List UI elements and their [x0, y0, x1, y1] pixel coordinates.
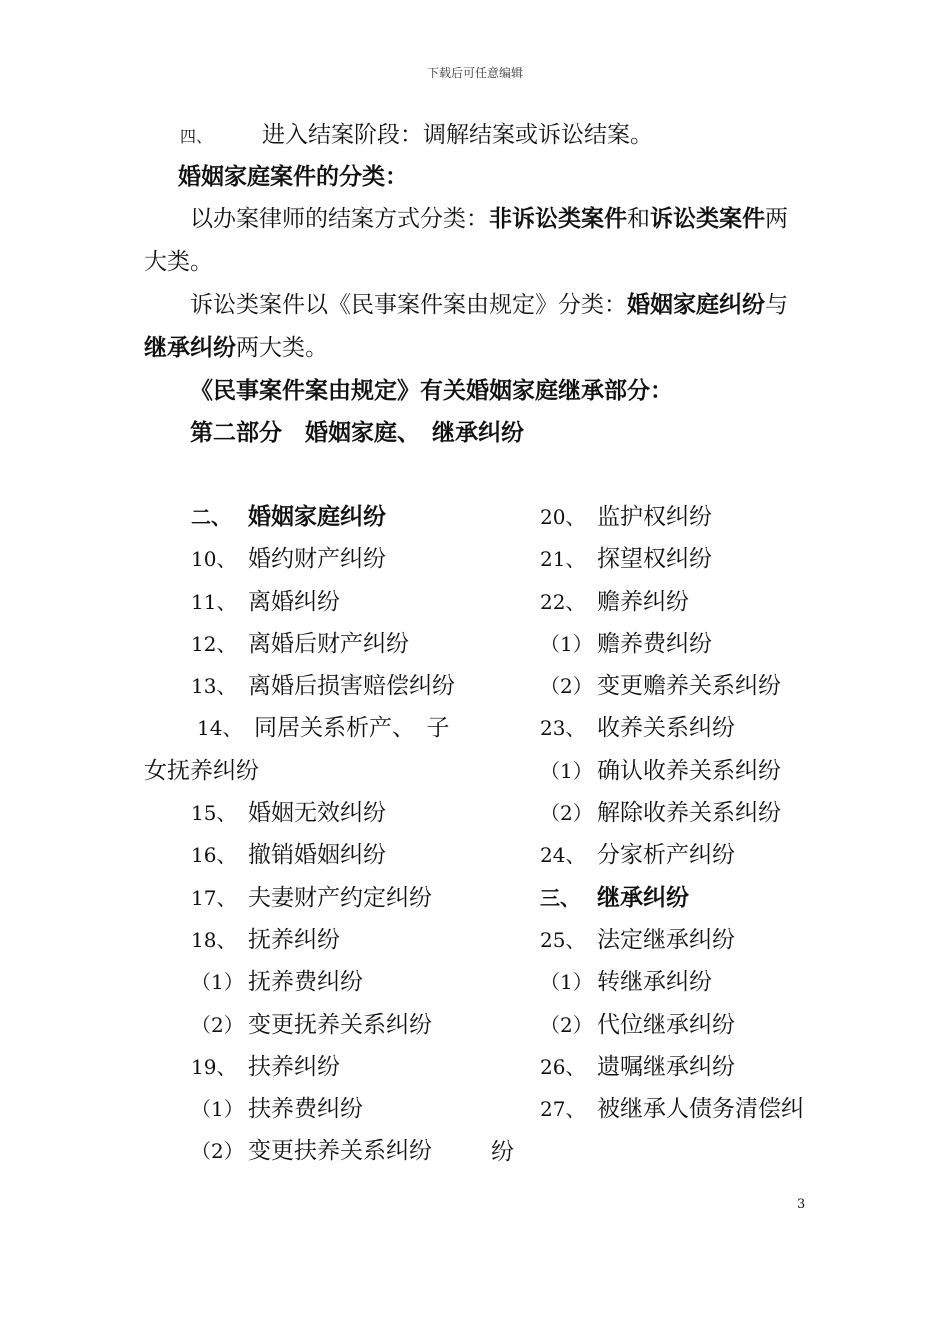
- paragraph-one-cont: 大类。: [144, 249, 213, 275]
- paragraph-three: 《民事案件案由规定》有关婚姻家庭继承部分：: [190, 378, 673, 404]
- item-text: 撤销婚姻纠纷: [248, 842, 386, 869]
- item-text: 赡养费纠纷: [597, 630, 712, 657]
- item-text: 同居关系析产、 子: [254, 715, 450, 742]
- list-item: [191, 630, 455, 675]
- item-number: 27、: [540, 1097, 586, 1122]
- item-number: 16、: [191, 843, 237, 868]
- item-number: （1）: [540, 970, 593, 995]
- item-text: 女抚养纠纷: [144, 757, 259, 784]
- p1-and: 和: [627, 206, 650, 232]
- list-item: [191, 1098, 455, 1140]
- list-item: [191, 1053, 455, 1098]
- item-number: 11、: [191, 589, 237, 614]
- p2-inheritance: 继承纠纷: [144, 335, 236, 361]
- item-number: 26、: [540, 1054, 586, 1079]
- list-item: [540, 1053, 804, 1098]
- section-inheritance: 继承纠纷: [432, 420, 524, 446]
- item-text: 遗嘱继承纠纷: [597, 1053, 735, 1080]
- page-header: 下载后可任意编辑: [426, 66, 523, 80]
- paragraph-two-cont: [144, 337, 328, 360]
- section-heading: [190, 422, 524, 445]
- p1-two: 两: [765, 206, 788, 232]
- item-number: （2）: [540, 674, 593, 699]
- item-number: （1）: [540, 631, 593, 656]
- item-number: 22、: [540, 589, 586, 614]
- p2-and: 与: [765, 292, 788, 318]
- item-text: 确认收养关系纠纷: [597, 757, 781, 784]
- left-col-trailing: 纷: [491, 1139, 514, 1165]
- item-text: 赡养纠纷: [597, 588, 689, 615]
- item-text: 离婚纠纷: [248, 588, 340, 615]
- section-marriage: 婚姻家庭、: [305, 420, 420, 446]
- list-item: [540, 971, 804, 1013]
- item-number: 二、: [191, 505, 231, 529]
- p1-litigation: 诉讼类案件: [650, 206, 765, 232]
- list-item: [191, 802, 455, 844]
- p1-nonlitigation: 非诉讼类案件: [489, 206, 627, 232]
- item-text: 婚姻无效纠纷: [248, 800, 386, 827]
- item-number: （1）: [191, 970, 244, 995]
- item-number: （2）: [191, 1012, 244, 1037]
- p1-text: 以办案律师的结案方式分类：: [190, 206, 489, 232]
- right-column: [540, 506, 804, 1140]
- item-number: 20、: [540, 505, 586, 529]
- item-number: （2）: [540, 801, 593, 826]
- item-text: 夫妻财产约定纠纷: [248, 884, 432, 911]
- left-column: [144, 504, 455, 1183]
- item-text: 变更扶养关系纠纷: [248, 1138, 432, 1165]
- item-number: （1）: [540, 758, 593, 783]
- paragraph-two: [190, 294, 788, 317]
- item-text: 离婚后损害赔偿纠纷: [248, 673, 455, 700]
- item-text: 解除收养关系纠纷: [597, 800, 781, 827]
- item-number: 10、: [191, 547, 237, 572]
- list-item: [191, 1011, 455, 1056]
- item-text: 探望权纠纷: [597, 546, 712, 573]
- list-item: [540, 1098, 804, 1140]
- item-number: 三、: [540, 885, 580, 910]
- item-text: 转继承纠纷: [597, 969, 712, 996]
- item-number: 21、: [540, 547, 586, 572]
- item-text: 收养关系纠纷: [597, 715, 735, 742]
- item-number: 13、: [191, 674, 237, 699]
- list-item: [191, 884, 455, 929]
- list-item: [191, 1140, 455, 1182]
- item-text: 扶养纠纷: [248, 1053, 340, 1080]
- item-text: 婚姻家庭纠纷: [248, 504, 386, 530]
- item-number: （2）: [540, 1012, 593, 1037]
- p2-text: 诉讼类案件以《民事案件案由规定》分类：: [190, 292, 627, 318]
- item-text: 扶养费纠纷: [248, 1096, 363, 1123]
- step-four-line: [180, 124, 653, 147]
- list-item: [540, 630, 804, 675]
- item-text: 分家析产纠纷: [597, 842, 735, 869]
- item-text: 被继承人债务清偿纠: [597, 1096, 804, 1123]
- item-number: （2）: [191, 1139, 244, 1164]
- classification-heading: 婚姻家庭案件的分类：: [178, 164, 408, 190]
- item-text: 变更抚养关系纠纷: [248, 1011, 432, 1038]
- paragraph-one: [190, 208, 788, 231]
- step-four-text: 进入结案阶段：调解结案或诉讼结案。: [262, 122, 654, 148]
- item-text: 离婚后财产纠纷: [248, 630, 409, 657]
- list-item: [540, 802, 804, 844]
- list-item: [191, 844, 455, 886]
- list-item: [540, 548, 804, 590]
- item-text: 监护权纠纷: [597, 504, 712, 530]
- item-number: 15、: [191, 801, 237, 826]
- list-item: [540, 757, 804, 802]
- list-item: [144, 757, 455, 802]
- list-item: [197, 717, 455, 759]
- list-item: [191, 675, 455, 717]
- p2-marriage: 婚姻家庭纠纷: [627, 292, 765, 318]
- item-text: 代位继承纠纷: [597, 1011, 735, 1038]
- item-text: 继承纠纷: [597, 884, 689, 911]
- list-item: [191, 926, 455, 971]
- item-number: 14、: [197, 716, 243, 741]
- item-text: 变更赡养关系纠纷: [597, 673, 781, 700]
- list-item: [540, 717, 804, 759]
- list-item: [540, 1011, 804, 1056]
- list-item: [540, 588, 804, 633]
- item-number: 23、: [540, 716, 586, 741]
- section-part: 第二部分: [190, 420, 282, 446]
- list-item: [191, 548, 455, 590]
- item-number: 18、: [191, 927, 237, 952]
- list-item: [540, 675, 804, 717]
- item-number: （1）: [191, 1097, 244, 1122]
- item-number: 17、: [191, 885, 237, 910]
- list-item: [191, 971, 455, 1013]
- list-item: [540, 926, 804, 971]
- list-item: [540, 844, 804, 886]
- list-item: [540, 506, 804, 548]
- item-text: 婚约财产纠纷: [248, 546, 386, 573]
- item-number: 12、: [191, 631, 237, 656]
- item-number: 25、: [540, 927, 586, 952]
- step-four-number: 四、: [180, 127, 213, 146]
- p2-two: 两大类。: [236, 335, 328, 361]
- list-item: [540, 884, 804, 929]
- item-number: 24、: [540, 843, 586, 868]
- item-number: 19、: [191, 1054, 237, 1079]
- list-item: [191, 506, 455, 548]
- item-text: 抚养费纠纷: [248, 969, 363, 996]
- list-item: [191, 588, 455, 633]
- item-text: 法定继承纠纷: [597, 926, 735, 953]
- item-text: 抚养纠纷: [248, 926, 340, 953]
- page-number: 3: [797, 1197, 806, 1212]
